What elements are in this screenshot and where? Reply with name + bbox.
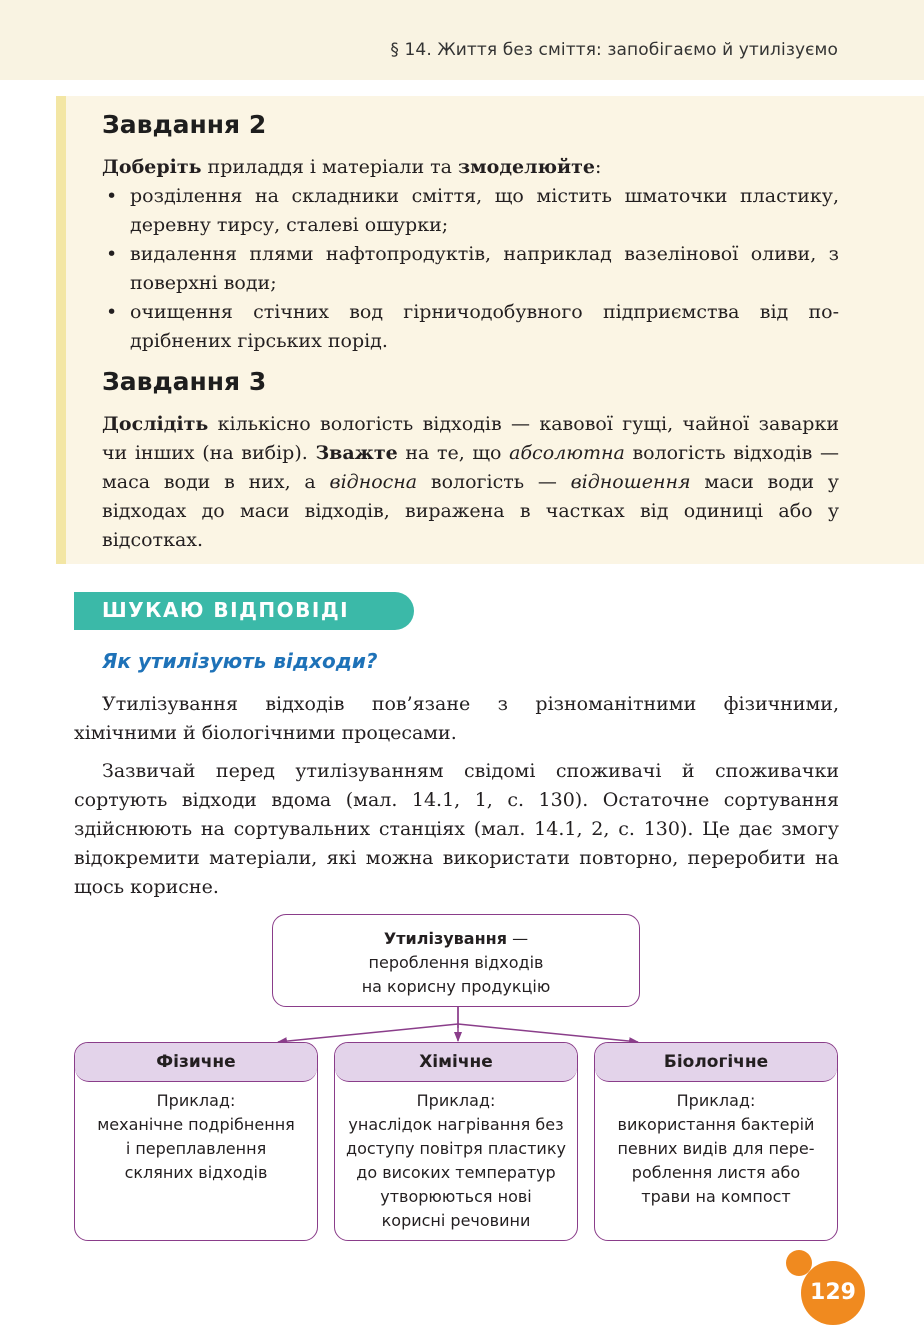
task-3-text-3: вологість відходів — маса води в них, а: [102, 442, 839, 493]
task-2-intro-text-1: приладдя і матеріали та: [201, 156, 459, 178]
task-3-text-5: маси води у відходах до маси відходів, виражена в частках від одиниці або у відсотках.: [102, 471, 839, 551]
task-2-title: Завдання 2: [102, 110, 267, 139]
arrow-to-physical: [278, 1024, 458, 1042]
task-2-intro-text-2: :: [594, 156, 602, 178]
diagram-root-line-3: на корисну продукцію: [361, 977, 551, 996]
category-title: Біологічне: [595, 1043, 837, 1082]
task-2-intro-verb-1: Доберіть: [102, 156, 202, 178]
task-3-verb-1: Дослідіть: [102, 413, 209, 435]
body-paragraph-2: Зазвичай перед утилізуванням свідомі споживачі й споживачки сортують відходи вдома (мал. 14.1, 1, с. 130). Остаточне сортування здійснюють на сортувальних станціях (мал. 14.1, 2, с. 130). Це дає змогу відокремити матеріали, які можна використати повторно, переробити на щось корисне.: [74, 760, 839, 898]
category-example: Приклад: використання бактерій певних видів для пере- роблення листя або трави на компост: [617, 1091, 815, 1206]
diagram-root-line-1: [273, 927, 639, 951]
category-physical: [74, 1042, 318, 1241]
arrow-to-biological: [458, 1024, 638, 1042]
diagram-root-line-2: пероблення відходів: [368, 953, 544, 972]
task-3-term-ratio: відношення: [570, 471, 691, 493]
task-3-text-4: вологість —: [417, 471, 571, 493]
category-title: Фізичне: [75, 1043, 317, 1082]
list-item: • розділення на складники сміття, що містить шматочки пластику, деревну тирсу, сталеві ошурки;: [102, 182, 839, 240]
task-3-term-relative: відносна: [329, 471, 418, 493]
section-subheading: Як утилізують відходи?: [102, 649, 378, 673]
diagram-root-box: [272, 914, 640, 1007]
running-head: § 14. Життя без сміття: запобігаємо й утилізуємо: [390, 40, 838, 60]
task-3-text-2: на те, що: [397, 442, 510, 464]
task-3-verb-2: Зважте: [315, 442, 398, 464]
category-biological: [594, 1042, 838, 1241]
task-3-title: Завдання 3: [102, 367, 267, 396]
list-item: • очищення стічних вод гірничодобувного підприємства від подрібнених гірських порід.: [102, 298, 839, 356]
category-title: Хімічне: [335, 1043, 577, 1082]
list-item: • видалення плями нафтопродуктів, наприклад вазелінової оливи, з поверхні води;: [102, 240, 839, 298]
diagram-root-term: Утилізування: [383, 929, 507, 948]
page-number: 129: [810, 1280, 856, 1305]
task-3-text-1: кількісно вологість відходів — кавової гущі, чайної заварки чи інших (на вибір).: [102, 413, 839, 464]
body-paragraph-1: Утилізування відходів пов’язане з різноманітними фізичними, хімічними й біологічними процесами.: [74, 693, 839, 744]
category-example: Приклад: механічне подрібнення і переплавлення скляних відходів: [97, 1091, 295, 1182]
category-example: Приклад: унаслідок нагрівання без доступу повітря пластику до високих температур утворюються нові корисні речовини: [346, 1091, 566, 1230]
category-chemical: [334, 1042, 578, 1241]
task-3-term-absolute: абсолютна: [509, 442, 625, 464]
task-2-intro-verb-2: змоделюйте: [458, 156, 595, 178]
diagram-root-dash: —: [506, 929, 529, 948]
section-banner-label: ШУКАЮ ВІДПОВІДІ: [102, 598, 350, 622]
